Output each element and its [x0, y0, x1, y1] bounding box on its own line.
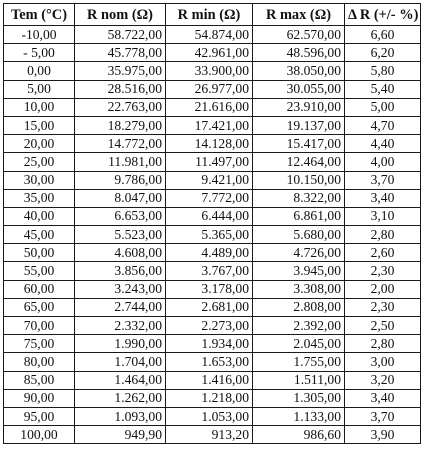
r-nom-cell: 2.744,00 — [75, 298, 166, 316]
r-min-cell: 33.900,00 — [166, 62, 253, 80]
r-min-cell: 1.934,00 — [166, 335, 253, 353]
delta-r-cell: 2,50 — [345, 317, 421, 335]
r-nom-cell: 28.516,00 — [75, 80, 166, 98]
temperature-cell: 10,00 — [4, 98, 75, 116]
r-nom-cell: 5.523,00 — [75, 226, 166, 244]
delta-r-cell: 4,00 — [345, 153, 421, 171]
header-r-max: R max (Ω) — [253, 4, 345, 26]
r-min-cell: 9.421,00 — [166, 171, 253, 189]
r-min-cell: 1.416,00 — [166, 371, 253, 389]
delta-r-cell: 5,80 — [345, 62, 421, 80]
r-max-cell: 38.050,00 — [253, 62, 345, 80]
delta-r-cell: 3,40 — [345, 189, 421, 207]
r-max-cell: 48.596,00 — [253, 44, 345, 62]
r-min-cell: 11.497,00 — [166, 153, 253, 171]
r-min-cell: 54.874,00 — [166, 26, 253, 44]
table-row — [4, 389, 421, 407]
temperature-cell: 50,00 — [4, 244, 75, 262]
delta-r-cell: 2,30 — [345, 262, 421, 280]
table-row — [4, 280, 421, 298]
r-nom-cell: 4.608,00 — [75, 244, 166, 262]
delta-r-cell: 3,90 — [345, 426, 421, 444]
header-r-nom: R nom (Ω) — [75, 4, 166, 26]
table-row — [4, 371, 421, 389]
table-row — [4, 116, 421, 134]
delta-r-cell: 6,60 — [345, 26, 421, 44]
table-row — [4, 335, 421, 353]
header-delta-r: Δ R (+/- %) — [345, 4, 421, 26]
r-min-cell: 14.128,00 — [166, 135, 253, 153]
resistance-temperature-table — [3, 3, 421, 444]
r-nom-cell: 1.704,00 — [75, 353, 166, 371]
delta-r-cell: 3,00 — [345, 353, 421, 371]
table-row — [4, 317, 421, 335]
r-max-cell: 23.910,00 — [253, 98, 345, 116]
temperature-cell: 80,00 — [4, 353, 75, 371]
r-nom-cell: 949,90 — [75, 426, 166, 444]
r-nom-cell: 3.856,00 — [75, 262, 166, 280]
r-nom-cell: 1.464,00 — [75, 371, 166, 389]
r-nom-cell: 11.981,00 — [75, 153, 166, 171]
delta-r-cell: 4,70 — [345, 116, 421, 134]
r-max-cell: 986,60 — [253, 426, 345, 444]
table-row — [4, 62, 421, 80]
temperature-cell: -10,00 — [4, 26, 75, 44]
temperature-cell: - 5,00 — [4, 44, 75, 62]
delta-r-cell: 2,30 — [345, 298, 421, 316]
header-row — [4, 4, 421, 26]
r-min-cell: 17.421,00 — [166, 116, 253, 134]
header-temperature: Tem (°C) — [4, 4, 75, 26]
temperature-cell: 90,00 — [4, 389, 75, 407]
r-max-cell: 62.570,00 — [253, 26, 345, 44]
r-nom-cell: 1.093,00 — [75, 407, 166, 425]
delta-r-cell: 2,80 — [345, 226, 421, 244]
r-nom-cell: 18.279,00 — [75, 116, 166, 134]
r-max-cell: 19.137,00 — [253, 116, 345, 134]
temperature-cell: 70,00 — [4, 317, 75, 335]
r-min-cell: 2.273,00 — [166, 317, 253, 335]
delta-r-cell: 5,00 — [345, 98, 421, 116]
delta-r-cell: 4,40 — [345, 135, 421, 153]
r-nom-cell: 35.975,00 — [75, 62, 166, 80]
r-nom-cell: 2.332,00 — [75, 317, 166, 335]
table-row — [4, 44, 421, 62]
header-r-min: R min (Ω) — [166, 4, 253, 26]
r-min-cell: 6.444,00 — [166, 207, 253, 225]
temperature-cell: 35,00 — [4, 189, 75, 207]
table-row — [4, 80, 421, 98]
table-row — [4, 171, 421, 189]
delta-r-cell: 2,60 — [345, 244, 421, 262]
temperature-cell: 30,00 — [4, 171, 75, 189]
r-min-cell: 1.053,00 — [166, 407, 253, 425]
delta-r-cell: 3,10 — [345, 207, 421, 225]
r-max-cell: 6.861,00 — [253, 207, 345, 225]
temperature-cell: 25,00 — [4, 153, 75, 171]
delta-r-cell: 5,40 — [345, 80, 421, 98]
r-nom-cell: 58.722,00 — [75, 26, 166, 44]
temperature-cell: 75,00 — [4, 335, 75, 353]
temperature-cell: 40,00 — [4, 207, 75, 225]
r-min-cell: 2.681,00 — [166, 298, 253, 316]
delta-r-cell: 3,40 — [345, 389, 421, 407]
temperature-cell: 100,00 — [4, 426, 75, 444]
table-row — [4, 207, 421, 225]
r-max-cell: 3.945,00 — [253, 262, 345, 280]
r-nom-cell: 14.772,00 — [75, 135, 166, 153]
delta-r-cell: 2,00 — [345, 280, 421, 298]
table-row — [4, 226, 421, 244]
table-body — [4, 26, 421, 444]
temperature-cell: 65,00 — [4, 298, 75, 316]
r-max-cell: 4.726,00 — [253, 244, 345, 262]
r-nom-cell: 9.786,00 — [75, 171, 166, 189]
delta-r-cell: 3,20 — [345, 371, 421, 389]
r-max-cell: 1.133,00 — [253, 407, 345, 425]
r-max-cell: 1.755,00 — [253, 353, 345, 371]
r-nom-cell: 3.243,00 — [75, 280, 166, 298]
r-max-cell: 1.511,00 — [253, 371, 345, 389]
table-row — [4, 98, 421, 116]
r-nom-cell: 22.763,00 — [75, 98, 166, 116]
r-max-cell: 5.680,00 — [253, 226, 345, 244]
r-max-cell: 30.055,00 — [253, 80, 345, 98]
table-row — [4, 26, 421, 44]
table-row — [4, 135, 421, 153]
table-row — [4, 244, 421, 262]
temperature-cell: 95,00 — [4, 407, 75, 425]
r-nom-cell: 1.990,00 — [75, 335, 166, 353]
r-nom-cell: 45.778,00 — [75, 44, 166, 62]
document-page — [3, 3, 420, 448]
delta-r-cell: 6,20 — [345, 44, 421, 62]
temperature-cell: 5,00 — [4, 80, 75, 98]
delta-r-cell: 3,70 — [345, 407, 421, 425]
r-max-cell: 2.392,00 — [253, 317, 345, 335]
table-row — [4, 407, 421, 425]
table-row — [4, 298, 421, 316]
temperature-cell: 15,00 — [4, 116, 75, 134]
table-row — [4, 153, 421, 171]
temperature-cell: 55,00 — [4, 262, 75, 280]
r-min-cell: 42.961,00 — [166, 44, 253, 62]
r-min-cell: 3.178,00 — [166, 280, 253, 298]
r-max-cell: 8.322,00 — [253, 189, 345, 207]
r-min-cell: 1.653,00 — [166, 353, 253, 371]
r-max-cell: 2.045,00 — [253, 335, 345, 353]
r-min-cell: 4.489,00 — [166, 244, 253, 262]
r-nom-cell: 6.653,00 — [75, 207, 166, 225]
delta-r-cell: 3,70 — [345, 171, 421, 189]
temperature-cell: 20,00 — [4, 135, 75, 153]
temperature-cell: 0,00 — [4, 62, 75, 80]
r-nom-cell: 1.262,00 — [75, 389, 166, 407]
r-nom-cell: 8.047,00 — [75, 189, 166, 207]
r-min-cell: 7.772,00 — [166, 189, 253, 207]
delta-r-cell: 2,80 — [345, 335, 421, 353]
r-max-cell: 12.464,00 — [253, 153, 345, 171]
temperature-cell: 60,00 — [4, 280, 75, 298]
temperature-cell: 85,00 — [4, 371, 75, 389]
r-max-cell: 15.417,00 — [253, 135, 345, 153]
r-min-cell: 21.616,00 — [166, 98, 253, 116]
r-min-cell: 26.977,00 — [166, 80, 253, 98]
table-row — [4, 262, 421, 280]
r-min-cell: 913,20 — [166, 426, 253, 444]
r-max-cell: 2.808,00 — [253, 298, 345, 316]
table-row — [4, 189, 421, 207]
temperature-cell: 45,00 — [4, 226, 75, 244]
r-max-cell: 10.150,00 — [253, 171, 345, 189]
table-header — [4, 4, 421, 26]
r-max-cell: 1.305,00 — [253, 389, 345, 407]
r-max-cell: 3.308,00 — [253, 280, 345, 298]
r-min-cell: 5.365,00 — [166, 226, 253, 244]
r-min-cell: 1.218,00 — [166, 389, 253, 407]
r-min-cell: 3.767,00 — [166, 262, 253, 280]
table-row — [4, 353, 421, 371]
table-row — [4, 426, 421, 444]
